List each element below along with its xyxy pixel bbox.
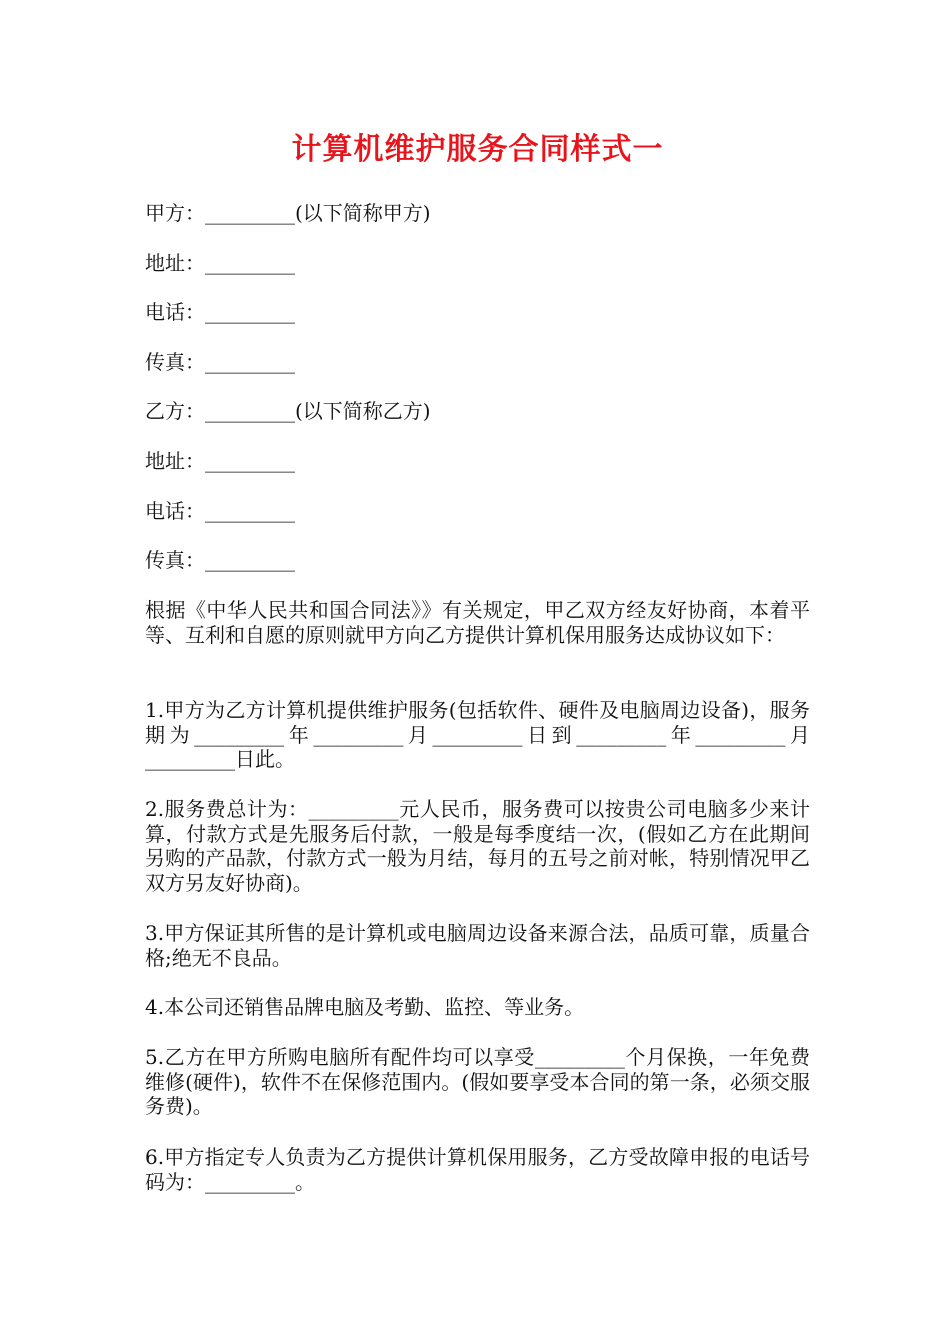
clause-3: 3.甲方保证其所售的是计算机或电脑周边设备来源合法，品质可靠，质量合格;绝无不良品。: [145, 921, 810, 970]
clause-1: 1.甲方为乙方计算机提供维护服务(包括软件、硬件及电脑周边设备)，服务期为_________年_________月_________日到_________年_________月_________日此。: [145, 698, 810, 771]
party-b-name: 乙方：_________(以下简称乙方): [145, 399, 431, 423]
clause-6: 6.甲方指定专人负责为乙方提供计算机保用服务，乙方受故障申报的电话号码为：_________。: [145, 1145, 810, 1194]
clause-5: 5.乙方在甲方所购电脑所有配件均可以享受_________个月保换，一年免费维修(硬件)，软件不在保修范围内。(假如要享受本合同的第一条，必须交服务费)。: [145, 1045, 810, 1118]
party-a-phone: 电话：_________: [145, 300, 295, 324]
party-a-fax: 传真：_________: [145, 350, 295, 374]
clause-4: 4.本公司还销售品牌电脑及考勤、监控、等业务。: [145, 995, 585, 1019]
preamble-paragraph: 根据《中华人民共和国合同法》》有关规定，甲乙双方经友好协商，本着平等、互利和自愿的原则就甲方向乙方提供计算机保用服务达成协议如下：: [145, 598, 810, 647]
party-b-fax: 传真：_________: [145, 548, 295, 572]
document-title: 计算机维护服务合同样式一: [291, 132, 664, 167]
party-a-name: 甲方：_________(以下简称甲方): [145, 201, 431, 225]
party-a-address: 地址：_________: [145, 251, 295, 275]
party-b-address: 地址：_________: [145, 449, 295, 473]
clause-2: 2.服务费总计为：_________元人民币，服务费可以按贵公司电脑多少来计算，付款方式是先服务后付款，一般是每季度结一次，(假如乙方在此期间另购的产品款，付款方式一般为月结，每月的五号之前对帐，特别情况甲乙双方另友好协商)。: [145, 797, 810, 895]
party-b-phone: 电话：_________: [145, 499, 295, 523]
